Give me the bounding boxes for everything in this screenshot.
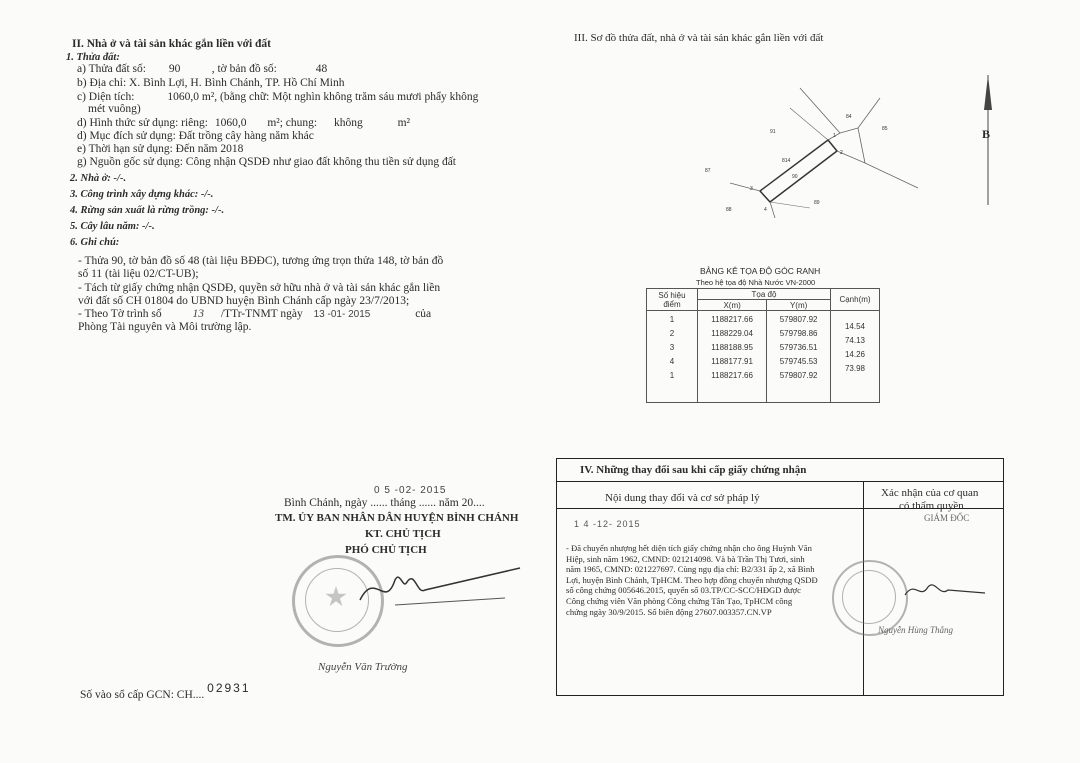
map-label-84: 84 <box>846 114 852 120</box>
change-date-stamp: 1 4 -12- 2015 <box>574 519 641 529</box>
note-1a: - Thửa 90, tờ bản đồ số 48 (tài liệu BĐĐC), tương ứng trọn thửa 148, tờ bản đồ <box>78 255 444 267</box>
map-label-90: 90 <box>792 174 798 180</box>
register-number-line: Số vào sổ cấp GCN: CH.... 02931 <box>80 681 251 701</box>
usage-term-line: e) Thời hạn sử dụng: Đến năm 2018 <box>77 143 244 155</box>
item-perennial: 5. Cây lâu năm: -/-. <box>70 221 155 232</box>
usage-origin-line: g) Nguồn gốc sử dụng: Công nhận QSDĐ như giao đất không thu tiền sử dụng đất <box>77 156 457 168</box>
map-label-85: 85 <box>882 126 888 132</box>
kt-title: KT. CHỦ TỊCH <box>365 528 441 540</box>
note-3b: Phòng Tài nguyên và Môi trường lập. <box>78 321 252 333</box>
note-3a: - Theo Tờ trình số 13 /TTr-TNMT ngày 13 -01- 2015 của <box>78 308 432 320</box>
change-line: Công chứng viên Văn phòng Công chứng Tân Tạo, TpHCM công <box>566 595 793 606</box>
col-edge-header: Cạnh(m) <box>831 289 880 311</box>
parcel-line: a) Thửa đất số: 90 , tờ bản đồ số: 48 <box>77 63 328 75</box>
note-2a: - Tách từ giấy chứng nhận QSDĐ, quyền sở hữu nhà ở và tài sản khác gắn liền <box>78 282 441 294</box>
change-line: Hiệp, sinh năm 1962, CMND: 021214098. Và bà Trần Thị Tươi, sinh <box>566 553 805 564</box>
map-label-88: 88 <box>726 207 732 213</box>
map-section-header: III. Sơ đồ thửa đất, nhà ở và tài sản khác gắn liền với đất <box>574 32 824 44</box>
coord-table-subtitle: Theo hệ tọa độ Nhà Nước VN-2000 <box>696 278 816 287</box>
signature-mark <box>355 560 525 620</box>
usage-purpose-line: d) Mục đích sử dụng: Đất trồng cây hàng năm khác <box>77 130 314 142</box>
map-label-814: 814 <box>782 158 791 164</box>
changes-col-confirm-1: Xác nhận của cơ quan <box>881 487 979 499</box>
item-notes: 6. Ghi chú: <box>70 237 120 248</box>
point-label-4: 4 <box>764 207 767 213</box>
change-line: - Đã chuyển nhượng hết diện tích giấy chứng nhận cho ông Huỳnh Văn <box>566 543 812 553</box>
issuing-org: TM. ỦY BAN NHÂN DÂN HUYỆN BÌNH CHÁNH <box>275 512 519 524</box>
deputy-title: PHÓ CHỦ TỊCH <box>345 544 427 556</box>
north-label: B <box>982 127 991 141</box>
change-line: số công chứng 005646.2015, quyển số 03.TP/CC-SCC/HĐGD được <box>566 585 801 596</box>
item-forest: 4. Rừng sản xuất là rừng trồng: -/-. <box>70 205 225 216</box>
subsection-land: 1. Thửa đất: <box>66 52 120 63</box>
change-line: chứng ngày 30/9/2015. Số biên động 27607.003357.CN.VP <box>566 606 772 617</box>
issue-date-stamp: 0 5 -02- 2015 <box>374 485 447 496</box>
edge-column: 14.54 74.13 14.26 73.98 <box>831 311 880 403</box>
issue-date-line: Bình Chánh, ngày ...... tháng ...... năm 20.... <box>284 497 485 509</box>
change-signer: Nguyễn Hùng Thắng <box>878 625 953 635</box>
area-line: c) Diện tích: 1060,0 m², (bằng chữ: Một nghìn không trăm sáu mươi phẩy không <box>77 91 479 103</box>
map-label-87: 87 <box>705 168 711 174</box>
usage-form-line: d) Hình thức sử dụng: riêng: 1060,0 m²; chung: không m² <box>77 117 411 129</box>
parcel-map <box>690 78 930 228</box>
y-column: 579807.92 579798.86 579736.51 579745.53 579807.92 <box>767 311 831 403</box>
changes-header: IV. Những thay đổi sau khi cấp giấy chứng nhận <box>580 464 807 476</box>
item-house: 2. Nhà ở: -/-. <box>70 173 127 184</box>
map-label-91: 91 <box>770 129 776 135</box>
col-point-header: Số hiệu điểm <box>647 289 698 311</box>
point-label-1: 1 <box>833 133 836 139</box>
coordinate-table <box>646 288 880 403</box>
changes-col-content: Nội dung thay đổi và cơ sở pháp lý <box>605 492 760 504</box>
note-1b: số 11 (tài liệu 02/CT-UB); <box>78 268 199 280</box>
section-header: II. Nhà ở và tài sản khác gắn liền với đất <box>72 38 272 50</box>
point-label-2: 2 <box>840 150 843 156</box>
area-words-cont: mét vuông) <box>88 103 141 115</box>
map-label-89: 89 <box>814 200 820 206</box>
director-title: GIÁM ĐỐC <box>924 513 970 523</box>
col-coord-header: Tọa độ <box>698 289 831 300</box>
point-label-3: 3 <box>750 186 753 192</box>
col-y-header: Y(m) <box>767 300 831 311</box>
coord-table-title: BẢNG KÊ TỌA ĐỘ GÓC RANH <box>700 266 821 276</box>
address-line: b) Địa chỉ: X. Bình Lợi, H. Bình Chánh, TP. Hồ Chí Minh <box>77 77 345 89</box>
change-content <box>566 543 818 617</box>
change-line: năm 1965, CMND: 021227697. Cùng ngụ địa chỉ: B2/331 ấp 2, xã Bình <box>566 564 815 575</box>
note-2b: với đất số CH 01804 do UBND huyện Bình Chánh cấp ngày 23/7/2013; <box>78 295 410 307</box>
change-signature <box>900 575 990 605</box>
x-column: 1188217.66 1188229.04 1188188.95 1188177.91 1188217.66 <box>698 311 767 403</box>
signer-name: Nguyễn Văn Trường <box>318 661 408 673</box>
item-construction: 3. Công trình xây dựng khác: -/-. <box>70 189 214 200</box>
change-line: Lợi, huyện Bình Chánh, TpHCM. Theo hợp đồng chuyển nhượng QSDĐ <box>566 574 818 585</box>
changes-col-confirm-2: có thẩm quyền <box>899 500 964 512</box>
col-x-header: X(m) <box>698 300 767 311</box>
point-column: 1 2 3 4 1 <box>647 311 698 403</box>
